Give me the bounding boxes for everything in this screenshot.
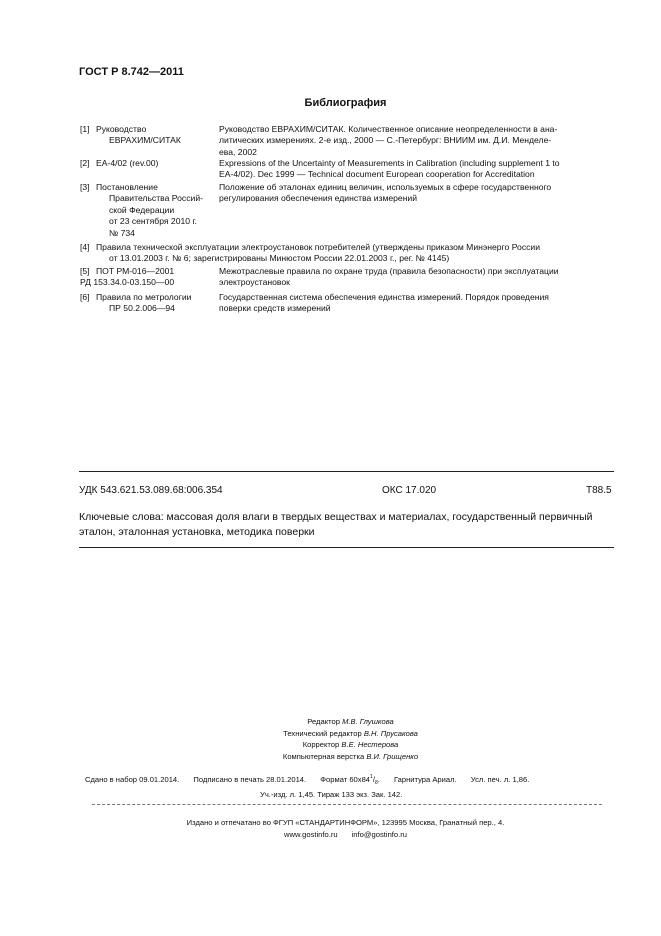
reference-description: Государственная система обеспечения единства измерений. Порядок проведения поверки средств измерений <box>219 292 549 314</box>
udk-code: УДК 543.621.53.089.68:006.354 <box>79 485 223 496</box>
imprint <box>85 772 529 800</box>
reference-source: EA-4/02 (rev.00) <box>96 158 159 168</box>
top-rule <box>79 471 614 472</box>
publisher-site[interactable]: www.gostinfo.ru <box>283 830 338 839</box>
credit-editor: Редактор М.В. Глушкова <box>307 717 394 726</box>
bibliography-title: Библиография <box>304 97 387 109</box>
reference-number: [4] <box>80 242 90 252</box>
reference-number: [2] <box>80 158 90 168</box>
reference-description: Положение об эталонах единиц величин, используемых в сфере государственного регулирования обеспечения единства измерений <box>219 182 552 204</box>
oks-code: ОКС 17.020 <box>382 485 437 496</box>
reference-number: [3] <box>80 182 90 192</box>
publisher: Издано и отпечатано во ФГУП «СТАНДАРТИНФОРМ», 123995 Москва, Гранатный пер., 4. www.gostinfo.ru info@gostinfo.ru <box>186 818 505 839</box>
reference-description: Правила технической эксплуатации электроустановок потребителей (утверждены приказом Минэнерго России от 13.01.2003 г. № 6; зарегистрированы Минюстом России 22.01.2003 г., рег. № 4145) <box>96 242 541 264</box>
reference-source: ПОТ РМ-016—2001 РД 153.34.0-03.150—00 <box>80 266 175 288</box>
reference-description: Expressions of the Uncertainty of Measurements in Calibration (including supplement 1 to EA-4/02). Dec 1999 — Technical document European cooperation for Accreditation <box>219 158 560 180</box>
credits <box>0 716 661 762</box>
bottom-rule <box>79 547 614 548</box>
reference-description: Руководство ЕВРАХИМ/СИТАК. Количественное описание неопределенности в ана- литических измерениях. 2-е изд., 2000 — С.-Петербург: ВНИИМ им. Д.И. Менделе- ева, 2002 <box>219 124 558 157</box>
reference-source: Правила по метрологии ПР 50.2.006—94 <box>96 292 192 314</box>
reference-description: Межотраслевые правила по охране труда (правила безопасности) при эксплуатации электроустановок <box>219 266 559 288</box>
credit-layout: Компьютерная верстка В.И. Грищенко <box>282 751 419 761</box>
credit-tech-editor: Технический редактор В.Н. Прусакова <box>283 728 418 738</box>
reference-number: [5] <box>80 266 90 276</box>
keywords: Ключевые слова: массовая доля влаги в твердых веществах и материалах, государственный первичный эталон, эталонная установка, методика поверки <box>79 511 593 538</box>
credit-proofreader: Корректор В.Е. Нестерова <box>302 740 399 749</box>
imprint-line-2: Уч.-изд. л. 1,45. Тираж 133 экз. Зак. 142. <box>260 790 403 800</box>
document-header: ГОСТ Р 8.742—2011 <box>79 66 184 78</box>
divider <box>92 804 602 805</box>
reference-source: Руководство ЕВРАХИМ/СИТАК <box>96 124 181 146</box>
reference-source: Постановление Правительства Россий- ской Федерации от 23 сентября 2010 г. № 734 <box>96 182 203 238</box>
classification-code: Т88.5 <box>586 485 612 496</box>
publisher-email[interactable]: info@gostinfo.ru <box>351 830 408 839</box>
reference-number: [6] <box>80 292 90 302</box>
reference-number: [1] <box>80 124 90 134</box>
imprint-line-1: Сдано в набор 09.01.2014. Подписано в печать 28.01.2014. Формат $60x84^1/_8$. Гарнитура Ариал. Усл. печ. л. 1,86. <box>85 774 530 787</box>
